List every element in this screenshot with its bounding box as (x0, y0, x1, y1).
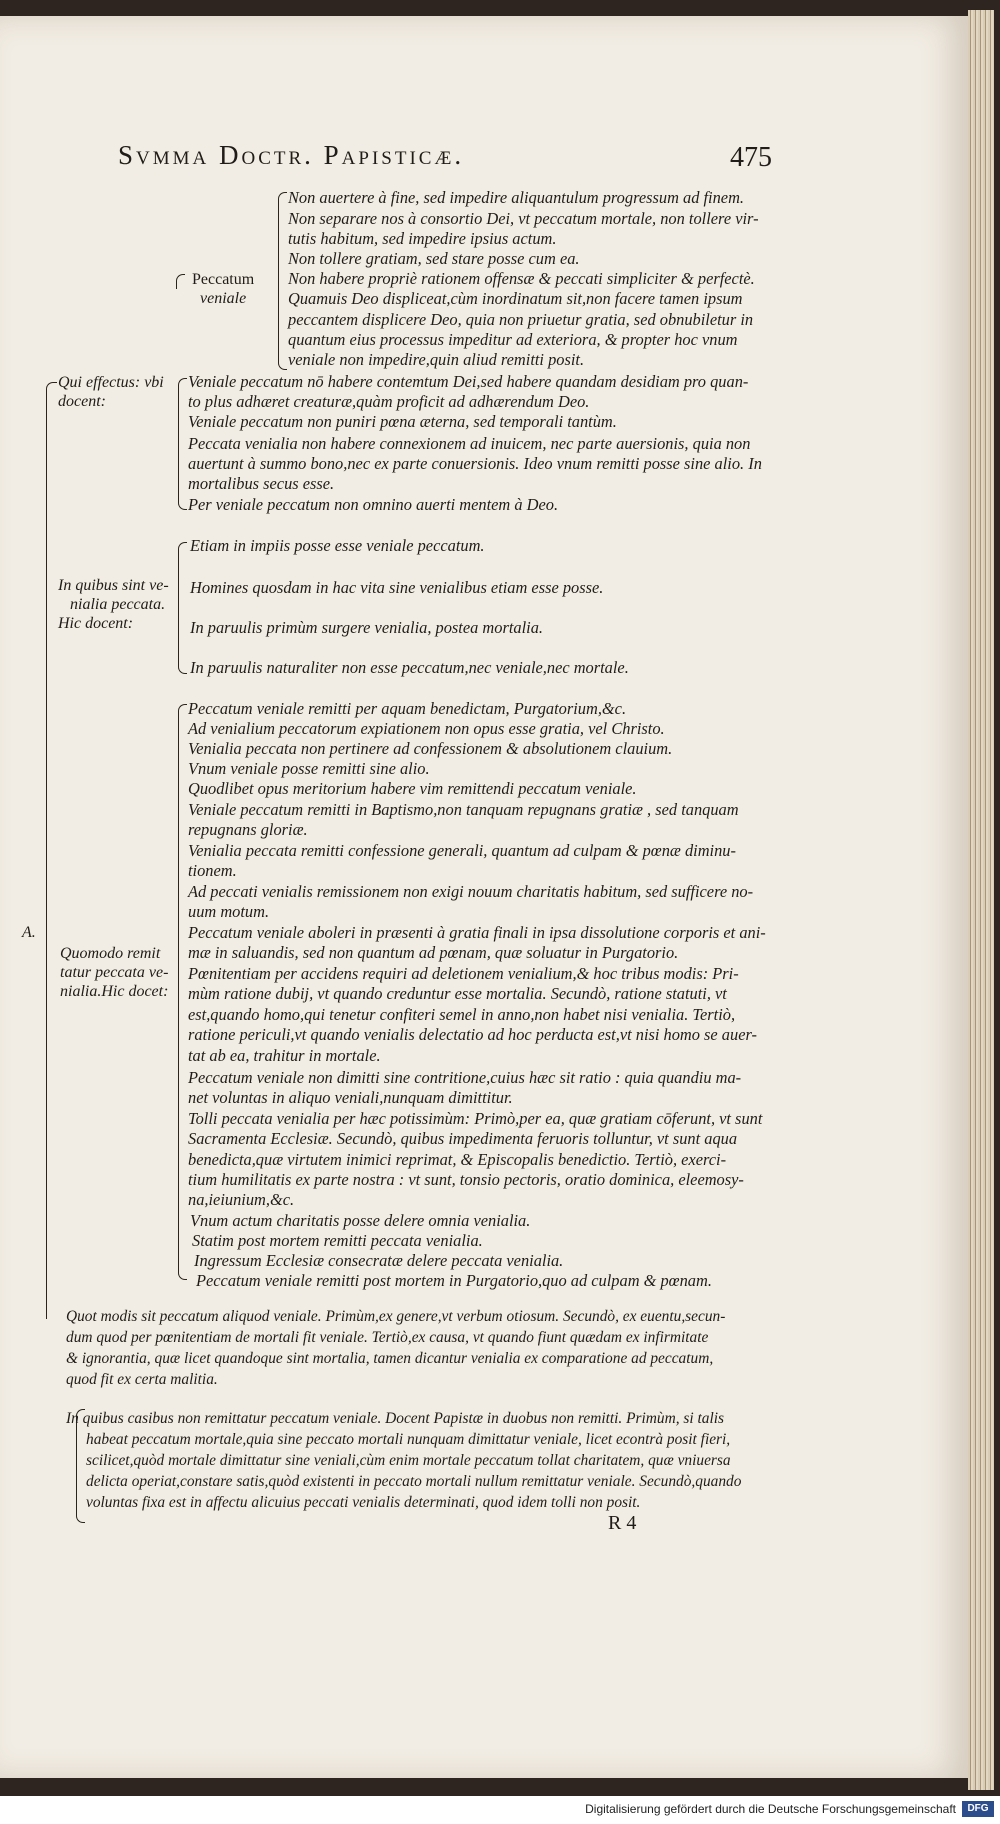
text-line: & ignorantia, quæ licet quandoque sint mortalia, tamen dicantur venialia ex comparatione ad peccatum, (66, 1350, 714, 1367)
text-line: Peccatum veniale non dimitti sine contritione,cuius hæc sit ratio : quia quandiu ma- (188, 1068, 742, 1087)
label-qui-line-2: docent: (58, 393, 106, 410)
label-qui-line-1: Qui effectus: vbi (58, 374, 164, 391)
signature-mark: R 4 (608, 1512, 637, 1534)
page-edges (968, 10, 994, 1790)
book-page (0, 16, 968, 1778)
text-line: habeat peccatum mortale,quia sine peccato mortali nunquam dimittatur veniale, licet econtrà posit fieri, (86, 1431, 731, 1448)
text-line: Ingressum Ecclesiæ consecratæ delere peccata venialia. (194, 1251, 564, 1270)
text-line: In quibus casibus non remittatur peccatum veniale. Docent Papistæ in duobus non remitti. Primùm, si talis (66, 1410, 725, 1427)
text-line: In paruulis primùm surgere venialia, postea mortalia. (190, 618, 543, 637)
text-line: Vnum veniale posse remitti sine alio. (188, 759, 430, 778)
text-line: Tolli peccata venialia per hæc potissimùm: Primò,per ea, quæ gratiam cōferunt, vt sunt (188, 1109, 763, 1128)
text-line: tionem. (188, 861, 237, 880)
text-line: Non tollere gratiam, sed stare posse cum ea. (288, 249, 580, 268)
text-line: Veniale peccatum remitti in Baptismo,non tanquam repugnans gratiæ , sed tanquam (188, 800, 739, 819)
text-line: delicta operiat,constare satis,quòd existenti in peccato mortali nullum remittatur veniale. Secundò,quando (86, 1473, 742, 1490)
text-line: Homines quosdam in hac vita sine venialibus etiam esse posse. (190, 578, 604, 597)
text-line: Non separare nos à consortio Dei, vt peccatum mortale, non tollere vir- (288, 209, 759, 228)
text-line: uum motum. (188, 902, 270, 921)
label-peccatum-line-2: veniale (200, 290, 247, 307)
text-line: est,quando homo,qui tenetur confiteri semel in anno,non habet nisi venialia. Tertiò, (188, 1005, 736, 1024)
text-line: In paruulis naturaliter non esse peccatum,nec veniale,nec mortale. (190, 658, 629, 677)
bracket-qui-effectus (178, 378, 187, 510)
text-line: quod fit ex certa malitia. (66, 1371, 218, 1388)
bracket-peccatum-veniale (278, 192, 287, 370)
label-peccatum-line-1: Peccatum (192, 271, 255, 288)
label-quomodo-line-1: Quomodo remit (60, 945, 161, 962)
text-line: net voluntas in aliquo veniali,nunquam dimittitur. (188, 1088, 513, 1107)
running-head: Svmma Doctr. Papisticæ. (118, 140, 465, 170)
text-line: Non habere propriè rationem offensæ & peccati simpliciter & perfectè. (288, 269, 755, 288)
text-line: tutis habitum, sed impedire ipsius actum. (288, 229, 557, 248)
text-line: mùm ratione dubij, vt quando creduntur esse mortalia. Secundò, ratione statuti, vt (188, 984, 727, 1003)
text-line: Quamuis Deo displiceat,cùm inordinatum sit,non facere tamen ipsum (288, 289, 743, 308)
text-line: Venialia peccata non pertinere ad confessionem & absolutionem clauium. (188, 739, 673, 758)
text-line: mæ in saluandis, sed non quantum ad pœnam, quæ soluatur in Purgatorio. (188, 943, 679, 962)
footer-bar (0, 1796, 1000, 1824)
text-line: tat ab ea, trahitur in mortale. (188, 1046, 381, 1065)
text-line: Vnum actum charitatis posse delere omnia venialia. (190, 1211, 531, 1230)
label-quomodo (60, 944, 168, 1001)
text-line: tium humilitatis ex parte nostra : vt sunt, tonsio pectoris, oratio dominica, eleemosy- (188, 1170, 744, 1189)
text-line: Pœnitentiam per accidens requiri ad deletionem venialium,& hoc tribus modis: Pri- (188, 964, 739, 983)
text-line: Quodlibet opus meritorium habere vim remittendi peccatum veniale. (188, 779, 637, 798)
text-line: auertunt à summo bono,nec ex parte conuersionis. Ideo vnum remitti posse sine alio. In (188, 454, 762, 473)
text-line: to plus adhæret creaturæ,quàm proficit ad adhærendum Deo. (188, 392, 590, 411)
text-line: Etiam in impiis posse esse veniale peccatum. (190, 536, 485, 555)
text-line: Veniale peccatum non puniri pœna æterna, sed temporali tantùm. (188, 412, 617, 431)
text-line: na,ieiunium,&c. (188, 1190, 295, 1209)
label-peccatum-veniale (192, 270, 254, 308)
text-line: Peccata venialia non habere connexionem ad inuicem, nec parte auersionis, quia non (188, 434, 751, 453)
label-inquibus-line-2: nialia peccata. (70, 596, 166, 613)
text-line: dum quod per pœnitentiam de mortali fit veniale. Tertiò,ex causa, vt quando fiunt quædam ex infirmitate (66, 1329, 709, 1346)
text-line: veniale non impedire,quin aliud remitti posit. (288, 350, 585, 369)
bracket-main (46, 382, 57, 1319)
text-line: mortalibus secus esse. (188, 474, 335, 493)
footer-credit: Digitalisierung gefördert durch die Deutsche Forschungsgemeinschaft (585, 1802, 956, 1816)
label-quomodo-line-2: tatur peccata ve- (60, 964, 169, 981)
bracket-in-quibus (178, 542, 187, 674)
label-qui-effectus (58, 373, 164, 411)
text-line: Ad peccati venialis remissionem non exigi nouum charitatis habitum, sed sufficere no- (188, 882, 754, 901)
text-line: Peccatum veniale aboleri in præsenti à gratia finali in ipsa dissolutione corporis et ani- (188, 923, 766, 942)
text-line: Peccatum veniale remitti post mortem in Purgatorio,quo ad culpam & pœnam. (196, 1271, 712, 1290)
label-quomodo-line-3: nialia.Hic docet: (60, 983, 169, 1000)
text-line: peccantem displicere Deo, quia non priuetur gratia, sed obnubiletur in (288, 310, 754, 329)
text-line: ratione periculi,vt quando venialis delectatio ad hoc perducta est,vt nisi homo se auer- (188, 1025, 757, 1044)
margin-letter: A. (22, 924, 36, 941)
text-line: Sacramenta Ecclesiæ. Secundò, quibus impedimenta feruoris tolluntur, vt sunt aqua (188, 1129, 738, 1148)
text-line: Statim post mortem remitti peccata venialia. (192, 1231, 483, 1250)
label-in-quibus (58, 576, 169, 633)
label-inquibus-line-3: Hic docent: (58, 615, 134, 632)
label-inquibus-line-1: In quibus sint ve- (58, 577, 169, 594)
text-line: scilicet,quòd mortale dimittatur sine veniali,cùm enim mortale peccatum tollat charitatem, quæ vniuersa (86, 1452, 731, 1469)
text-line: Non auertere à fine, sed impedire aliquantulum progressum ad finem. (288, 188, 745, 207)
text-line: quantum eius processus impeditur ad exteriora, & propter hoc vnum (288, 330, 738, 349)
text-line: benedicta,quæ virtutem inimici reprimat, & Episcopalis benedictio. Tertiò, exerci- (188, 1150, 727, 1169)
dfg-logo: DFG (962, 1801, 994, 1817)
text-line: Per veniale peccatum non omnino auerti mentem à Deo. (188, 495, 559, 514)
text-line: Veniale peccatum nō habere contemtum Dei,sed habere quandam desidiam pro quan- (188, 372, 749, 391)
bracket-quomodo (178, 704, 187, 1280)
text-line: Ad venialium peccatorum expiationem non opus esse gratia, vel Christo. (188, 719, 665, 738)
bracket-peccatum-label (176, 274, 185, 289)
text-line: Quot modis sit peccatum aliquod veniale. Primùm,ex genere,vt verbum otiosum. Secundò, ex euentu,secun- (66, 1308, 726, 1325)
text-line: voluntas fixa est in affectu alicuius peccati venialis determinati, quod idem tolli non posit. (86, 1494, 641, 1511)
text-line: Peccatum veniale remitti per aquam benedictam, Purgatorium,&c. (188, 699, 627, 718)
text-line: Venialia peccata remitti confessione generali, quantum ad culpam & pœnæ diminu- (188, 841, 736, 860)
text-line: repugnans gloriæ. (188, 820, 308, 839)
page-number: 475 (730, 142, 772, 173)
